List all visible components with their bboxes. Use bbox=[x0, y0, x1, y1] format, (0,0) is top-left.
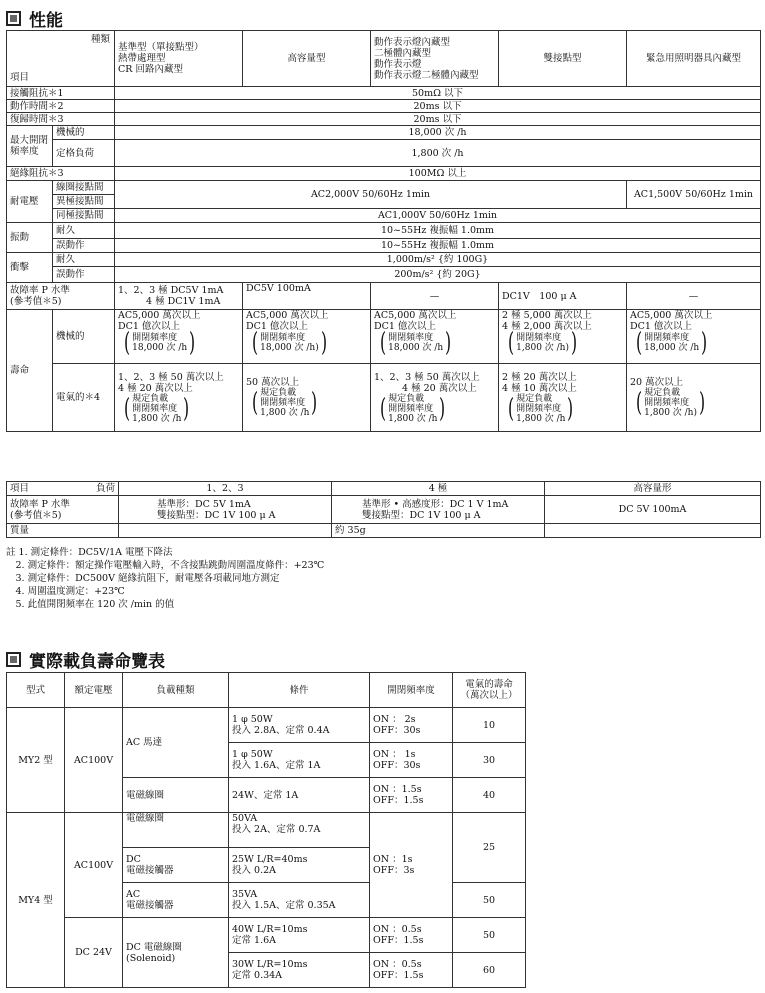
row-value: AC1,000V 50/60Hz 1min bbox=[115, 209, 761, 223]
header-col-a: 1、2、3 bbox=[119, 482, 332, 496]
row-label: 復歸時間＊3 bbox=[7, 113, 115, 126]
life-cell: 50 bbox=[453, 883, 526, 918]
row-value: 10~55Hz 複振幅 1.0mm bbox=[115, 223, 761, 239]
cond-cell: 50VA 投入 2A、定常 0.7A bbox=[229, 813, 370, 848]
row-value: 1,800 次 /h bbox=[115, 140, 761, 167]
row-value: 1,000m/s² {約 100G} bbox=[115, 253, 761, 267]
cond-cell: 35VA 投入 1.5A、定常 0.35A bbox=[229, 883, 370, 918]
model-cell: MY4 型 bbox=[7, 813, 65, 988]
row-label: 接觸阻抗＊1 bbox=[7, 87, 115, 100]
row-label: 絕緣阻抗＊3 bbox=[7, 167, 115, 181]
row-value: 20ms 以下 bbox=[115, 100, 761, 113]
header-cell: 額定電壓 bbox=[65, 673, 123, 708]
row-label: 質量 bbox=[7, 524, 119, 538]
freq-cell: ON ： 2s OFF：30s bbox=[370, 708, 453, 743]
header-cell: 開閉頻率度 bbox=[370, 673, 453, 708]
life-elec-cell: 2 極 20 萬次以上 4 極 10 萬次以上 ( 規定負載 開閉頻率度 1,800 次 /h ) bbox=[499, 364, 627, 432]
cell: 約 35g bbox=[332, 524, 545, 538]
row-label: 振動 bbox=[7, 223, 53, 253]
sub-label: 同極接點間 bbox=[53, 209, 115, 223]
life-elec-cell: 20 萬次以上 ( 規定負載 開閉頻率度 1,800 次 /h) ) bbox=[627, 364, 761, 432]
freq-cell: ON ：1s OFF：3s bbox=[370, 813, 453, 918]
load-cell: AC 電磁接觸器 bbox=[123, 883, 229, 918]
sub-label: 誤動作 bbox=[53, 267, 115, 283]
cell: DC5V 100mA bbox=[243, 283, 371, 310]
sub-label: 耐久 bbox=[53, 223, 115, 239]
cell bbox=[545, 524, 761, 538]
sub-label: 線圈接點間 bbox=[53, 181, 115, 195]
life-cell: 30 bbox=[453, 743, 526, 778]
row-value: AC2,000V 50/60Hz 1min bbox=[115, 181, 627, 209]
load-cell: DC 電磁線圈 (Solenoid) bbox=[123, 918, 229, 988]
note-line: 5. 此值開閉頻率在 120 次 /min 的值 bbox=[6, 599, 175, 610]
sub-label: 定格負荷 bbox=[53, 140, 115, 167]
cell: — bbox=[627, 283, 761, 310]
life-table bbox=[6, 672, 526, 988]
row-value: 18,000 次 /h bbox=[115, 126, 761, 140]
life-mech-cell: AC5,000 萬次以上 DC1 億次以上 ( 開閉頻率度 18,000 次 /h ) bbox=[115, 310, 243, 364]
freq-cell: ON ：0.5s OFF：1.5s bbox=[370, 918, 453, 953]
sub-label: 機械的 bbox=[53, 126, 115, 140]
square-bullet-icon bbox=[6, 652, 21, 667]
row-value: 200m/s² {約 20G} bbox=[115, 267, 761, 283]
voltage-cell: AC100V bbox=[65, 708, 123, 813]
life-mech-cell: AC5,000 萬次以上 DC1 億次以上 ( 開閉頻率度 18,000 次 /h) ) bbox=[243, 310, 371, 364]
life-mech-cell: AC5,000 萬次以上 DC1 億次以上 ( 開閉頻率度 18,000 次 /h ) bbox=[371, 310, 499, 364]
row-value: 50mΩ 以下 bbox=[115, 87, 761, 100]
sub-label: 耐久 bbox=[53, 253, 115, 267]
cell: DC 5V 100mA bbox=[545, 496, 761, 524]
note-line: 註 1. 測定條件：DC5V/1A 電壓下降法 bbox=[6, 547, 173, 558]
header-cell: 型式 bbox=[7, 673, 65, 708]
row-label: 故障率 P 水準 (參考值＊5) bbox=[7, 496, 119, 524]
sub-label: 機械的 bbox=[53, 310, 115, 364]
cond-cell: 30W L/R=10ms 定常 0.34A bbox=[229, 953, 370, 988]
cell: 基準形 • 高感度形：DC 1 V 1mA 雙接點型：DC 1V 100 μ A bbox=[332, 496, 545, 524]
row-label: 動作時間＊2 bbox=[7, 100, 115, 113]
life-mech-cell: AC5,000 萬次以上 DC1 億次以上 ( 開閉頻率度 18,000 次 /h ) bbox=[627, 310, 761, 364]
cond-cell: 25W L/R=40ms 投入 0.2A bbox=[229, 848, 370, 883]
header-emergency: 緊急用照明器具內藏型 bbox=[627, 31, 761, 87]
note-line: 4. 周圍溫度測定：+23℃ bbox=[6, 586, 125, 597]
header-cell: 條件 bbox=[229, 673, 370, 708]
cond-cell: 1 φ 50W 投入 1.6A、定常 1A bbox=[229, 743, 370, 778]
sub-label: 誤動作 bbox=[53, 239, 115, 253]
note-line: 2. 測定條件：額定操作電壓輸入時，不含接點跳動周圍溫度條件：+23℃ bbox=[6, 560, 325, 571]
header-cell: 電氣的壽命（萬次以上） bbox=[453, 673, 526, 708]
section-title: 實際載負壽命覽表 bbox=[29, 652, 165, 672]
notes bbox=[6, 546, 324, 611]
row-label: 衝擊 bbox=[7, 253, 53, 283]
freq-cell: ON ：1.5s OFF：1.5s bbox=[370, 778, 453, 813]
header-corner bbox=[7, 31, 115, 87]
performance-table bbox=[6, 30, 761, 432]
header-col-c: 高容量形 bbox=[545, 482, 761, 496]
load-cell: AC 馬達 bbox=[123, 708, 229, 778]
sub-label: 電氣的＊4 bbox=[53, 364, 115, 432]
header-item-load: 項目 負荷 bbox=[7, 482, 119, 496]
square-bullet-icon bbox=[6, 11, 21, 26]
freq-cell: ON ：0.5s OFF：1.5s bbox=[370, 953, 453, 988]
row-value: 20ms 以下 bbox=[115, 113, 761, 126]
model-cell: MY2 型 bbox=[7, 708, 65, 813]
section-heading-performance bbox=[6, 6, 63, 31]
cond-cell: 24W、定常 1A bbox=[229, 778, 370, 813]
section-heading-life bbox=[6, 647, 165, 672]
header-bifurcated: 雙接點型 bbox=[499, 31, 627, 87]
load-cell: DC 電磁接觸器 bbox=[123, 848, 229, 883]
header-cell: 負載種類 bbox=[123, 673, 229, 708]
header-indicator: 動作表示燈內藏型 二極體內藏型 動作表示燈 動作表示燈二極體內藏型 bbox=[371, 31, 499, 87]
life-elec-cell: 1、2、3 極 50 萬次以上 4 極 20 萬次以上 ( 規定負載 開閉頻率度 1,800 次 /h ) bbox=[371, 364, 499, 432]
cell bbox=[119, 524, 332, 538]
row-label: 壽命 bbox=[7, 310, 53, 432]
note-line: 3. 測定條件：DC500V 絕緣抗阻下，耐電壓各項載同地方測定 bbox=[6, 573, 280, 584]
cond-cell: 40W L/R=10ms 定常 1.6A bbox=[229, 918, 370, 953]
life-cell: 40 bbox=[453, 778, 526, 813]
load-cell: 電磁線圈 bbox=[123, 813, 229, 848]
load-cell: 電磁線圈 bbox=[123, 778, 229, 813]
corner-bottom-label: 項目 bbox=[10, 72, 30, 83]
header-col-b: 4 極 bbox=[332, 482, 545, 496]
sub-label: 異極接點間 bbox=[53, 195, 115, 209]
section-title: 性能 bbox=[29, 11, 63, 31]
row-value: 100MΩ 以上 bbox=[115, 167, 761, 181]
voltage-cell: DC 24V bbox=[65, 918, 123, 988]
life-elec-cell: 50 萬次以上 ( 規定負載 開閉頻率度 1,800 次 /h ) bbox=[243, 364, 371, 432]
life-mech-cell: 2 極 5,000 萬次以上 4 極 2,000 萬次以上 ( 開閉頻率度 1,800 次 /h) ) bbox=[499, 310, 627, 364]
freq-cell: ON ： 1s OFF：30s bbox=[370, 743, 453, 778]
corner-top-label: 種類 bbox=[90, 34, 110, 45]
row-label: 耐電壓 bbox=[7, 181, 53, 223]
performance-table-2 bbox=[6, 481, 761, 538]
cell: 基準形：DC 5V 1mA 雙接點型：DC 1V 100 μ A bbox=[119, 496, 332, 524]
life-cell: 50 bbox=[453, 918, 526, 953]
cell: — bbox=[371, 283, 499, 310]
row-value: AC1,500V 50/60Hz 1min bbox=[627, 181, 761, 209]
cond-cell: 1 φ 50W 投入 2.8A、定常 0.4A bbox=[229, 708, 370, 743]
cell: DC1V 100 μ A bbox=[499, 283, 627, 310]
row-label: 故障率 P 水準 (參考值＊5) bbox=[7, 283, 115, 310]
life-cell: 10 bbox=[453, 708, 526, 743]
header-high-capacity: 高容量型 bbox=[243, 31, 371, 87]
cell: 1、2、3 極 DC5V 1mA 4 極 DC1V 1mA bbox=[115, 283, 243, 310]
life-elec-cell: 1、2、3 極 50 萬次以上 4 極 20 萬次以上 ( 規定負載 開閉頻率度 1,800 次 /h ) bbox=[115, 364, 243, 432]
header-standard: 基準型（單接點型） 熱帶處理型 CR 回路內藏型 bbox=[115, 31, 243, 87]
row-label: 最大開閉頻率度 bbox=[7, 126, 53, 167]
life-cell: 25 bbox=[453, 813, 526, 883]
voltage-cell: AC100V bbox=[65, 813, 123, 918]
life-cell: 60 bbox=[453, 953, 526, 988]
row-value: 10~55Hz 複振幅 1.0mm bbox=[115, 239, 761, 253]
